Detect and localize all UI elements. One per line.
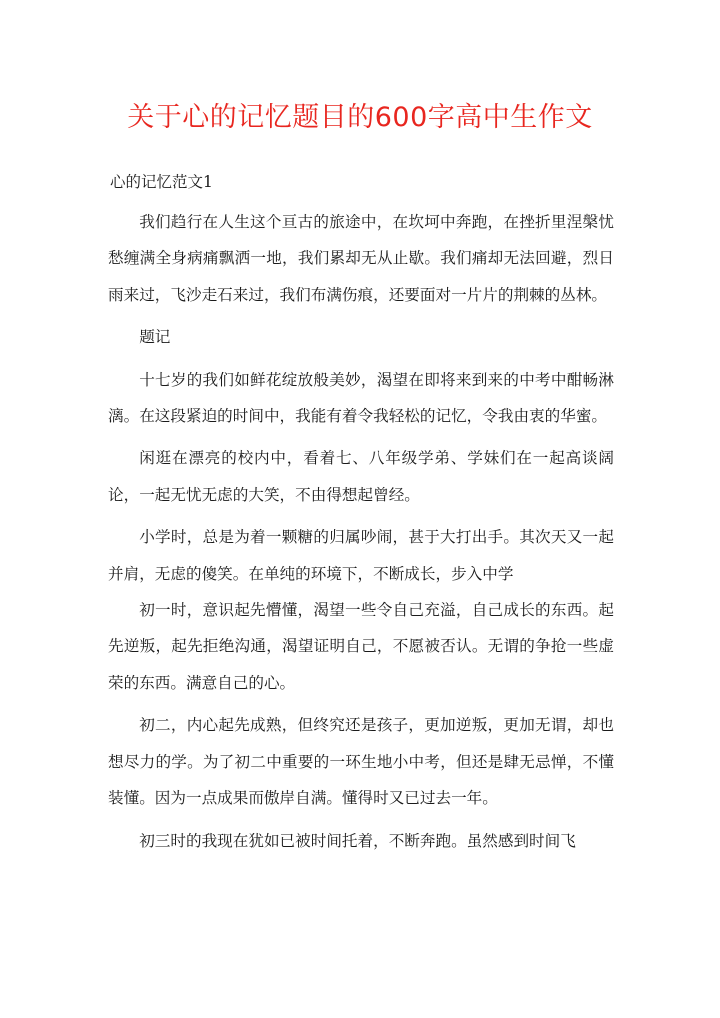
paragraph-8: 初三时的我现在犹如已被时间托着，不断奔跑。虽然感到时间飞 (139, 831, 576, 850)
paragraph-7: 初二，内心起先成熟，但终究还是孩子，更加逆叛，更加无谓，却也想尽力的学。为了初二中重要的一环生地小中考，但还是肆无忌惮，不懂装懂。因为一点成果而傲岸自满。懂得时又已过去一年。 (108, 716, 614, 808)
paragraph-6: 初一时，意识起先懵懂，渴望一些令自己充溢，自己成长的东西。起先逆叛，起先拒绝沟通，渴望证明自己，不愿被否认。无谓的争抢一些虚荣的东西。满意自己的心。 (108, 601, 614, 692)
paragraph-5: 小学时，总是为着一颗糖的归属吵闹，甚于大打出手。其次天又一起并肩，无虑的傻笑。在单纯的环境下，不断成长，步入中学 (108, 528, 614, 583)
document-subtitle: 心的记忆范文1 (110, 173, 213, 191)
paragraph-4: 闲逛在漂亮的校内中，看着七、八年级学弟、学妹们在一起高谈阔论，一起无忧无虑的大笑，不由得想起曾经。 (108, 449, 614, 504)
paragraph-3: 十七岁的我们如鲜花绽放般美妙，渴望在即将来到来的中考中酣畅淋漓。在这段紧迫的时间中，我能有着令我轻松的记忆，令我由衷的华蜜。 (108, 370, 614, 426)
document-body (108, 204, 614, 859)
paragraph-2: 题记 (139, 328, 171, 347)
paragraph-1: 我们趋行在人生这个亘古的旅途中，在坎坷中奔跑，在挫折里涅槃忧愁缠满全身病痛飘洒一地，我们累却无从止歇。我们痛却无法回避，烈日雨来过，飞沙走石来过，我们布满伤痕，还要面对一片片的荆棘的丛林。 (108, 213, 614, 304)
document-title: 关于心的记忆题目的600字高中生作文 (127, 102, 593, 133)
